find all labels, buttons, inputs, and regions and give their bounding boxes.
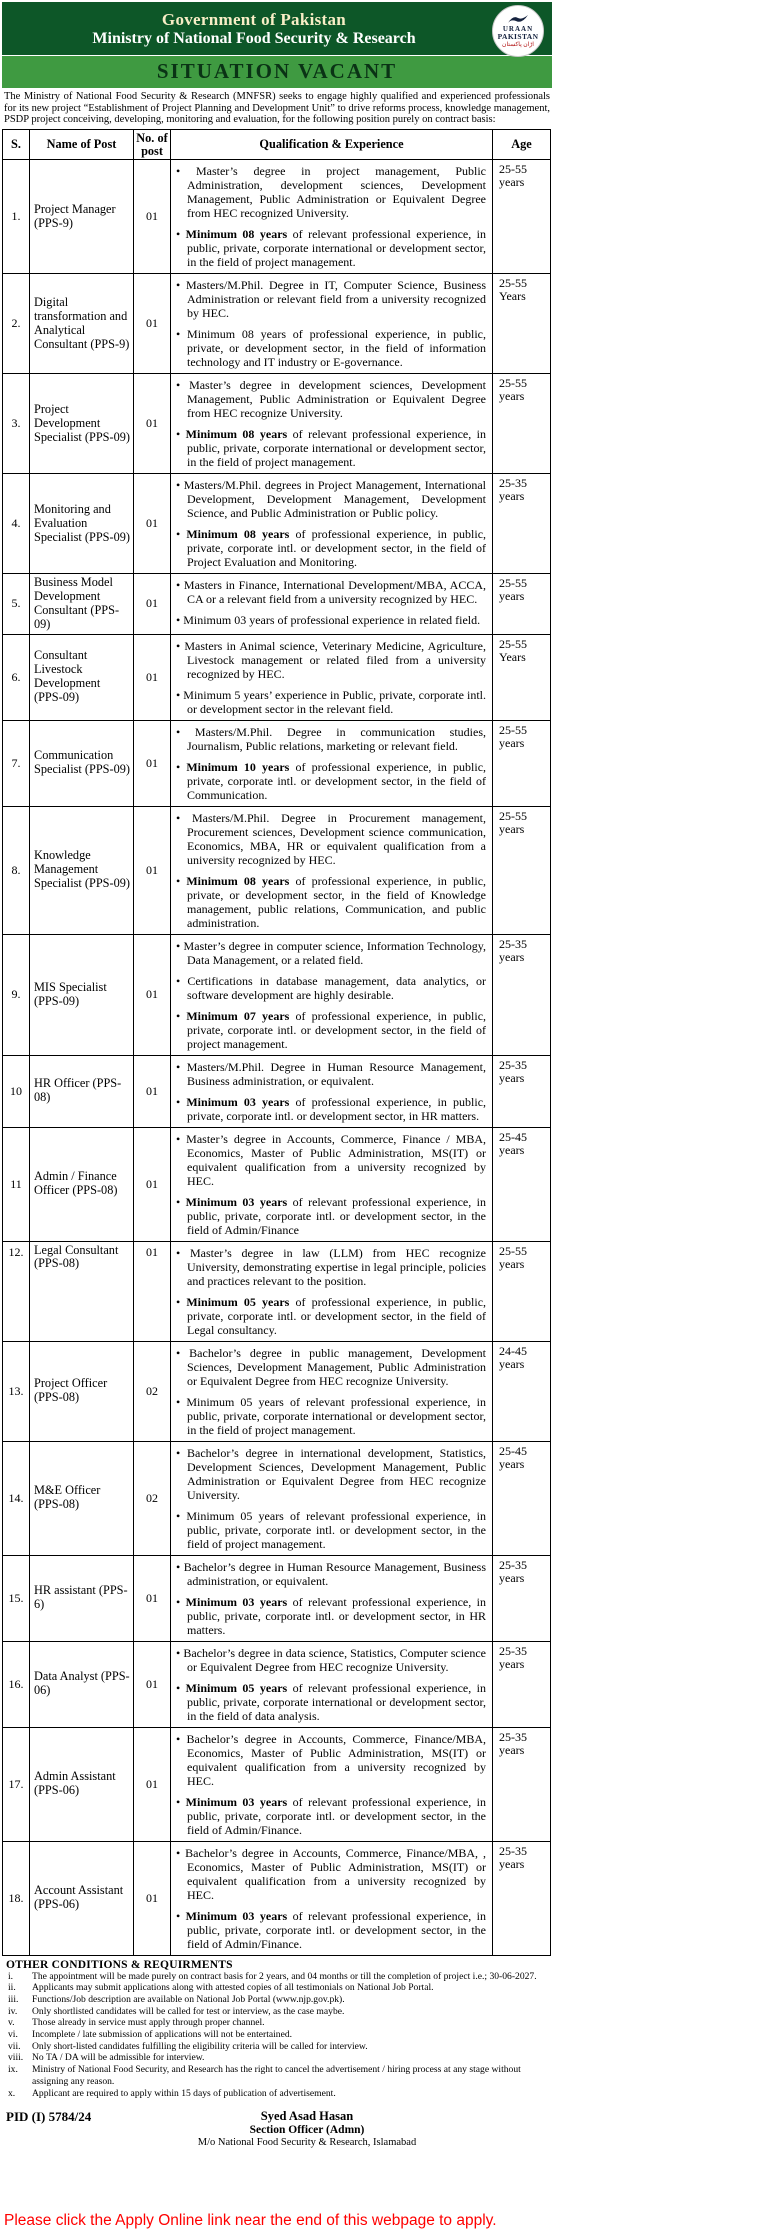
condition-text: Functions/Job description are available on National Job Portal (www.njp.gov.pk). [32, 1993, 345, 2005]
bullet-marker: • [176, 1908, 186, 1923]
table-row [3, 720, 551, 806]
serial-cell: 14. [3, 1441, 30, 1555]
bullet-text: of professional experience, in public, private, corporate intl. or development sector, in the field of Project Evaluation and Monitoring. [187, 527, 487, 570]
bullet-marker: • [176, 1794, 186, 1809]
bullet-marker: • [176, 227, 186, 242]
condition-number: i. [8, 1970, 14, 1982]
officer-name: Syed Asad Hasan [260, 2109, 354, 2124]
post-count-cell: 01 [134, 160, 171, 274]
post-name-cell: Data Analyst (PPS-06) [30, 1641, 134, 1727]
bullet-text: Minimum 03 years [186, 1094, 290, 1109]
bullet-text: of relevant professional experience, in public, private, corporate intl. or development sector, in HR matters. [187, 1594, 487, 1637]
post-count-cell: 01 [134, 1127, 171, 1241]
serial-cell: 5. [3, 574, 30, 634]
logo-urdu-text: اڑان پاکستان [502, 41, 534, 48]
qualification-bullet [176, 327, 486, 369]
bird-swoosh-icon [507, 14, 529, 25]
bullet-text: Minimum 08 years [185, 427, 288, 442]
qualification-bullet [176, 760, 486, 802]
bullet-marker: • [176, 327, 188, 342]
logo-text-pakistan: PAKISTAN [497, 32, 539, 42]
bullet-marker: • [176, 938, 184, 953]
bullet-text: Minimum 05 years of relevant professional experience, in public, private, corporate intl. or development sector, in the field of project management. [186, 1508, 486, 1551]
bullet-marker: • [176, 164, 196, 179]
post-count-cell: 01 [134, 474, 171, 574]
uraan-pakistan-logo [492, 5, 544, 57]
qualification-bullet [176, 427, 486, 469]
table-row [3, 1441, 551, 1555]
bullet-text: Bachelor’s degree in international development, Statistics, Development Sciences, Development Management, Public Administration or Equivalent Degree from HEC recognize University. [187, 1445, 487, 1502]
header-qualification: Qualification & Experience [171, 129, 493, 160]
post-count-cell: 01 [134, 1241, 171, 1341]
post-name-cell: Project Development Specialist (PPS-09) [30, 374, 134, 474]
bullet-marker: • [176, 1294, 187, 1309]
age-cell: 25-35 years [493, 1555, 551, 1641]
qualification-bullet [176, 874, 486, 930]
condition-text: Those already in service must apply through proper channel. [32, 2017, 265, 2029]
qualification-bullet [176, 578, 486, 606]
age-cell: 24-45 years [493, 1341, 551, 1441]
condition-number: viii. [8, 2052, 24, 2064]
qualification-bullet [176, 1681, 486, 1723]
bullet-text: of professional experience, in public, private, corporate intl. or development sector, in HR matters. [187, 1094, 487, 1123]
situation-vacant-banner: SITUATION VACANT [2, 56, 552, 88]
ad-footer [2, 2109, 552, 2149]
qualification-bullet [176, 378, 486, 420]
table-row [3, 1055, 551, 1127]
post-name-cell: M&E Officer (PPS-08) [30, 1441, 134, 1555]
bullet-text: of relevant professional experience, in public, private, corporate international or development sector, in the field of data analysis. [187, 1680, 487, 1723]
serial-cell: 16. [3, 1641, 30, 1727]
serial-cell: 13. [3, 1341, 30, 1441]
condition-text: The appointment will be made purely on contract basis for 2 years, and 04 months or till the completion of project i.e.; 30-06-2027. [32, 1970, 537, 1982]
logo-text-uraan: URAAN [502, 25, 534, 34]
qualification-bullet [176, 725, 486, 753]
table-row [3, 1341, 551, 1441]
qualification-cell [171, 934, 493, 1055]
bullet-text: Bachelor’s degree in public management, Development Sciences, Development Management, Public Administration or Equivalent Degree from HEC recognize University. [187, 1345, 486, 1388]
qualification-cell [171, 806, 493, 934]
bullet-text: Masters/M.Phil. degrees in Project Management, International Development, Development Management, Development Science, and Public Administration or Public policy. [183, 478, 486, 521]
bullet-text: Minimum 10 years [186, 759, 290, 774]
bullet-text: Masters/M.Phil. Degree in IT, Computer Science, Business Administration or relevant field from a university recognized by HEC. [185, 278, 487, 321]
bullet-marker: • [176, 759, 187, 774]
post-name-cell: Admin / Finance Officer (PPS-08) [30, 1127, 134, 1241]
bullet-text: Minimum 03 years [185, 1794, 288, 1809]
table-row [3, 934, 551, 1055]
bullet-marker: • [176, 1731, 187, 1746]
condition-item [6, 1971, 550, 1983]
bullet-marker: • [176, 1194, 186, 1209]
age-cell: 25-55 years [493, 160, 551, 274]
serial-cell: 6. [3, 634, 30, 720]
bullet-text: Certifications in database management, data analytics, or software development are highly desirable. [187, 973, 487, 1002]
bullet-text: of professional experience, in public, private, corporate intl. or development sector, in the field of Communication. [187, 759, 487, 802]
bullet-text: of professional experience, in public, private, corporate intl. or development sector, in the field of project management. [187, 1008, 487, 1051]
age-cell: 25-35 years [493, 1841, 551, 1955]
bullet-text: Minimum 07 years [186, 1008, 290, 1023]
condition-text: Applicants may submit applications along with attested copies of all testimonials on National Job Portal. [32, 1982, 434, 1994]
qualification-bullet [176, 974, 486, 1002]
bullet-text: Minimum 05 years [186, 1294, 290, 1309]
ministry-title: Ministry of National Food Security & Research [92, 30, 416, 47]
header-serial: S. [3, 129, 30, 160]
bullet-text: Bachelor’s degree in Accounts, Commerce, Finance/MBA, Economics, Master of Public Administration, MS(IT) or equivalent qualification from a university recognized by HEC. [186, 1731, 486, 1788]
qualification-bullet [176, 527, 486, 569]
header-post-count: No. of post [134, 129, 171, 160]
table-row [3, 160, 551, 274]
post-name-cell: MIS Specialist (PPS-09) [30, 934, 134, 1055]
qualification-cell [171, 160, 493, 274]
bullet-text: Minimum 03 years [185, 1594, 288, 1609]
government-title: Government of Pakistan [161, 10, 347, 29]
bullet-text: Minimum 08 years [185, 227, 288, 242]
post-name-cell: Business Model Development Consultant (PPS-09) [30, 574, 134, 634]
post-name-cell: HR assistant (PPS-6) [30, 1555, 134, 1641]
age-cell: 25-45 years [493, 1441, 551, 1555]
vacancy-table-header [3, 129, 551, 160]
serial-cell: 1. [3, 160, 30, 274]
qualification-bullet [176, 1346, 486, 1388]
condition-item [6, 2064, 550, 2087]
condition-number: ii. [8, 1982, 16, 1994]
header-age: Age [493, 129, 551, 160]
post-name-cell: Digital transformation and Analytical Consultant (PPS-9) [30, 274, 134, 374]
post-count-cell: 01 [134, 634, 171, 720]
table-row [3, 1727, 551, 1841]
post-name-cell: HR Officer (PPS-08) [30, 1055, 134, 1127]
qualification-bullet [176, 639, 486, 681]
bullet-text: of relevant professional experience, in public, private, corporate intl. or development sector, in the field of Admin/Finance. [187, 1908, 487, 1951]
condition-number: vi. [8, 2029, 18, 2041]
condition-number: vii. [8, 2040, 21, 2052]
table-row [3, 474, 551, 574]
qualification-bullet [176, 1595, 486, 1637]
bullet-marker: • [176, 613, 184, 628]
qualification-bullet [176, 1395, 486, 1437]
qualification-bullet [176, 227, 486, 269]
bullet-text: Masters/M.Phil. Degree in Procurement management, Procurement sciences, Development science communication, Economics, MBA, HR or equivalent qualification from a university recognized by HEC. [187, 810, 487, 867]
post-name-cell: Project Officer (PPS-08) [30, 1341, 134, 1441]
condition-text: Applicant are required to apply within 15 days of publication of advertisement. [32, 2087, 336, 2099]
bullet-text: Master’s degree in law (LLM) from HEC recognize University, demonstrating expertise in legal principle, policies and practices relevant to the position. [187, 1245, 486, 1288]
post-count-cell: 01 [134, 1641, 171, 1727]
qualification-cell [171, 1841, 493, 1955]
age-cell: 25-35 years [493, 934, 551, 1055]
age-cell: 25-45 years [493, 1127, 551, 1241]
serial-cell: 18. [3, 1841, 30, 1955]
condition-item [6, 2029, 550, 2041]
bullet-marker: • [176, 724, 195, 739]
bullet-text: Masters/M.Phil. Degree in communication studies, Journalism, Public relations, marketing or relevant field. [187, 724, 487, 753]
age-cell: 25-55 years [493, 806, 551, 934]
officer-title: Section Officer (Admn) [249, 2123, 365, 2136]
post-count-cell: 01 [134, 574, 171, 634]
qualification-bullet [176, 1846, 486, 1902]
bullet-text: Minimum 08 years of professional experience, in public, private, or development sector, in the field of information technology and IT industry or E-governance. [187, 327, 487, 370]
bullet-text: of professional experience, in public, private, or development sector, in the field of Knowledge management, public relations, Communication, and public administration. [187, 873, 487, 930]
qualification-bullet [176, 1446, 486, 1502]
serial-cell: 3. [3, 374, 30, 474]
condition-number: iii. [8, 1993, 19, 2005]
serial-cell: 15. [3, 1555, 30, 1641]
bullet-marker: • [176, 1645, 184, 1660]
condition-number: v. [8, 2017, 15, 2029]
post-count-cell: 02 [134, 1441, 171, 1555]
post-name-cell: Knowledge Management Specialist (PPS-09) [30, 806, 134, 934]
qualification-bullet [176, 1509, 486, 1551]
officer-organization: M/o National Food Security & Research, Islamabad [197, 2136, 417, 2148]
age-cell: 25-35 years [493, 1727, 551, 1841]
pid-number: PID (I) 5784/24 [6, 2109, 92, 2125]
job-advertisement [2, 2, 552, 2149]
age-cell: 25-35 years [493, 474, 551, 574]
bullet-text: of relevant professional experience, in public, private, corporate intl. or development sector, in the field of Admin/Finance [187, 1194, 487, 1237]
qualification-cell [171, 1241, 493, 1341]
signoff-block [156, 2109, 548, 2149]
qualification-bullet [176, 1060, 486, 1088]
post-count-cell: 01 [134, 374, 171, 474]
bullet-text: Bachelor’s degree in Human Resource Management, Business administration, or equivalent. [183, 1559, 486, 1588]
table-row [3, 1127, 551, 1241]
age-cell: 25-35 years [493, 1641, 551, 1727]
bullet-text: of relevant professional experience, in public, private, corporate intl. or development sector, in the field of Admin/Finance. [187, 1794, 487, 1837]
bullet-marker: • [176, 427, 186, 442]
qualification-bullet [176, 1732, 486, 1788]
serial-cell: 17. [3, 1727, 30, 1841]
vacancy-table-body [3, 160, 551, 1955]
bullet-text: of relevant professional experience, in public, private, corporate international or development sector, in the field of project management. [187, 427, 487, 470]
bullet-marker: • [176, 1008, 187, 1023]
post-name-cell: Admin Assistant (PPS-06) [30, 1727, 134, 1841]
bullet-marker: • [176, 1445, 187, 1460]
post-name-cell: Account Assistant (PPS-06) [30, 1841, 134, 1955]
qualification-bullet [176, 613, 486, 627]
post-name-cell: Communication Specialist (PPS-09) [30, 720, 134, 806]
table-row [3, 1841, 551, 1955]
serial-cell: 11 [3, 1127, 30, 1241]
qualification-cell [171, 574, 493, 634]
serial-cell: 10 [3, 1055, 30, 1127]
condition-item [6, 1994, 550, 2006]
condition-item [6, 2052, 550, 2064]
qualification-cell [171, 1555, 493, 1641]
bullet-text: Bachelor’s degree in Accounts, Commerce, Finance/MBA, , Economics, Master of Public Administration, MS(IT) or equivalent qualification from a university recognized by HEC. [185, 1845, 486, 1902]
bullet-text: Masters in Finance, International Development/MBA, ACCA, CA or a relevant field from a university recognized by HEC. [183, 578, 486, 607]
qualification-bullet [176, 1246, 486, 1288]
qualification-bullet [176, 1795, 486, 1837]
condition-number: x. [8, 2087, 16, 2099]
bullet-marker: • [176, 1508, 187, 1523]
post-count-cell: 01 [134, 720, 171, 806]
post-count-cell: 02 [134, 1341, 171, 1441]
bullet-marker: • [176, 478, 184, 493]
bullet-marker: • [176, 687, 184, 702]
qualification-bullet [176, 688, 486, 716]
bullet-text: Bachelor’s degree in data science, Statistics, Computer science or Equivalent Degree from HEC recognize University. [183, 1645, 486, 1674]
qualification-cell [171, 634, 493, 720]
qualification-bullet [176, 278, 486, 320]
condition-number: ix. [8, 2064, 18, 2076]
condition-text: No TA / DA will be admissible for interview. [32, 2052, 205, 2064]
qualification-cell [171, 474, 493, 574]
qualification-bullet [176, 1095, 486, 1123]
bullet-text: Minimum 5 years’ experience in Public, private, corporate intl. or development sector in the relevant field. [183, 687, 487, 716]
qualification-cell [171, 1441, 493, 1555]
condition-text: Only short-listed candidates fulfilling the eligibility criteria will be called for interview. [32, 2040, 368, 2052]
bullet-text: Master’s degree in development sciences, Development Management, Public Administration or Equivalent Degree from HEC recognize University. [187, 378, 487, 421]
qualification-bullet [176, 1009, 486, 1051]
table-row [3, 1241, 551, 1341]
qualification-cell [171, 1727, 493, 1841]
bullet-text: Masters/M.Phil. Degree in Human Resource Management, Business administration, or equivalent. [186, 1059, 486, 1088]
post-count-cell: 01 [134, 1055, 171, 1127]
bullet-marker: • [176, 1131, 187, 1146]
bullet-marker: • [176, 1559, 184, 1574]
post-name-cell: Consultant Livestock Development (PPS-09) [30, 634, 134, 720]
other-conditions-section [2, 1959, 552, 2100]
conditions-list [6, 1971, 550, 2100]
serial-cell: 4. [3, 474, 30, 574]
serial-cell: 7. [3, 720, 30, 806]
serial-cell: 12. [3, 1241, 30, 1341]
bullet-marker: • [176, 1059, 187, 1074]
qualification-bullet [176, 1646, 486, 1674]
condition-text: Incomplete / late submission of applications will not be entertained. [32, 2029, 293, 2041]
bullet-marker: • [176, 1594, 186, 1609]
age-cell: 25-55 Years [493, 634, 551, 720]
bullet-text: Master’s degree in computer science, Information Technology, Data Management, or a related field. [183, 938, 486, 967]
header-post-name: Name of Post [30, 129, 134, 160]
bullet-text: of relevant professional experience, in public, private, corporate international or development sector, in the field of project management. [187, 227, 487, 270]
post-name-cell: Legal Consultant (PPS-08) [30, 1241, 134, 1341]
condition-item [6, 2088, 550, 2100]
condition-text: Only shortlisted candidates will be called for test or interview, as the case maybe. [32, 2005, 345, 2017]
condition-item [6, 2006, 550, 2018]
ad-header [2, 2, 552, 55]
qualification-cell [171, 1127, 493, 1241]
table-row [3, 374, 551, 474]
bullet-text: Minimum 03 years [185, 1908, 288, 1923]
post-count-cell: 01 [134, 274, 171, 374]
bullet-marker: • [176, 527, 187, 542]
qualification-cell [171, 1641, 493, 1727]
post-count-cell: 01 [134, 934, 171, 1055]
post-count-cell: 01 [134, 1555, 171, 1641]
qualification-bullet [176, 1560, 486, 1588]
apply-note: Please click the Apply Online link near the end of this webpage to apply. [4, 2212, 497, 2229]
bullet-marker: • [176, 873, 187, 888]
age-cell: 25-55 years [493, 374, 551, 474]
serial-cell: 2. [3, 274, 30, 374]
qualification-bullet [176, 1132, 486, 1188]
bullet-text: Minimum 03 years of professional experience in related field. [183, 613, 481, 628]
qualification-bullet [176, 478, 486, 520]
bullet-text: Minimum 03 years [185, 1194, 288, 1209]
bullet-text: Masters in Animal science, Veterinary Medicine, Agriculture, Livestock management or related filed from a university recognized by HEC. [184, 638, 486, 681]
bullet-text: Minimum 08 years [186, 527, 290, 542]
serial-cell: 9. [3, 934, 30, 1055]
bullet-marker: • [176, 378, 190, 393]
bullet-text: Minimum 05 years of relevant professional experience, in public, private, corporate international or development sector, in the field of project management. [186, 1394, 486, 1437]
qualification-bullet [176, 811, 486, 867]
qualification-cell [171, 1341, 493, 1441]
table-row [3, 634, 551, 720]
table-row [3, 1555, 551, 1641]
bullet-text: Minimum 08 years [186, 873, 290, 888]
bullet-marker: • [176, 578, 184, 593]
table-row [3, 574, 551, 634]
post-count-cell: 01 [134, 1841, 171, 1955]
bullet-marker: • [176, 638, 185, 653]
post-name-cell: Project Manager (PPS-9) [30, 160, 134, 274]
condition-text: Ministry of National Food Security, and Research has the right to cancel the advertisement / hiring process at any stage without assigning any reason. [32, 2064, 521, 2087]
table-row [3, 806, 551, 934]
qualification-bullet [176, 939, 486, 967]
vacancy-table [2, 129, 551, 1956]
conditions-title: OTHER CONDITIONS & REQUIRMENTS [6, 1958, 233, 1971]
age-cell: 25-35 years [493, 1055, 551, 1127]
table-row [3, 1641, 551, 1727]
qualification-bullet [176, 1195, 486, 1237]
condition-item [6, 1982, 550, 1994]
intro-paragraph: The Ministry of National Food Security & Research (MNFSR) seeks to engage highly qualified and experienced professionals for its new project “Establishment of Project Planning and Development Unit” to drive reforms process, knowledge management, PSDP project conceiving, developing, monitoring and evaluation, for the following position purely on contract basis: [4, 91, 550, 126]
bullet-marker: • [176, 973, 188, 988]
post-count-cell: 01 [134, 806, 171, 934]
bullet-text: Master’s degree in project management, Public Administration, development sciences, Development Management, Public Administration or Equivalent Degree from HEC recognized University. [187, 164, 487, 221]
qualification-cell [171, 374, 493, 474]
condition-item [6, 2041, 550, 2053]
age-cell: 25-55 years [493, 1241, 551, 1341]
condition-item [6, 2017, 550, 2029]
bullet-text: of professional experience, in public, private, corporate intl. or development sector, in the field of Legal consultancy. [187, 1294, 487, 1337]
qualification-cell [171, 1055, 493, 1127]
bullet-marker: • [176, 278, 186, 293]
qualification-bullet [176, 164, 486, 220]
serial-cell: 8. [3, 806, 30, 934]
bullet-marker: • [176, 1845, 186, 1860]
qualification-bullet [176, 1295, 486, 1337]
bullet-marker: • [176, 810, 192, 825]
qualification-bullet [176, 1909, 486, 1951]
qualification-cell [171, 274, 493, 374]
bullet-marker: • [176, 1394, 187, 1409]
bullet-marker: • [176, 1345, 190, 1360]
bullet-marker: • [176, 1245, 190, 1260]
bullet-marker: • [176, 1094, 187, 1109]
qualification-cell [171, 720, 493, 806]
bullet-marker: • [176, 1680, 186, 1695]
bullet-text: Minimum 05 years [185, 1680, 288, 1695]
age-cell: 25-55 Years [493, 274, 551, 374]
post-name-cell: Monitoring and Evaluation Specialist (PPS-09) [30, 474, 134, 574]
post-count-cell: 01 [134, 1727, 171, 1841]
bullet-text: Master’s degree in Accounts, Commerce, Finance / MBA, Economics, Master of Public Administration, MS(IT) or equivalent qualification from a university recognized by HEC. [186, 1131, 486, 1188]
condition-number: iv. [8, 2005, 18, 2017]
age-cell: 25-55 years [493, 720, 551, 806]
table-row [3, 274, 551, 374]
age-cell: 25-55 years [493, 574, 551, 634]
